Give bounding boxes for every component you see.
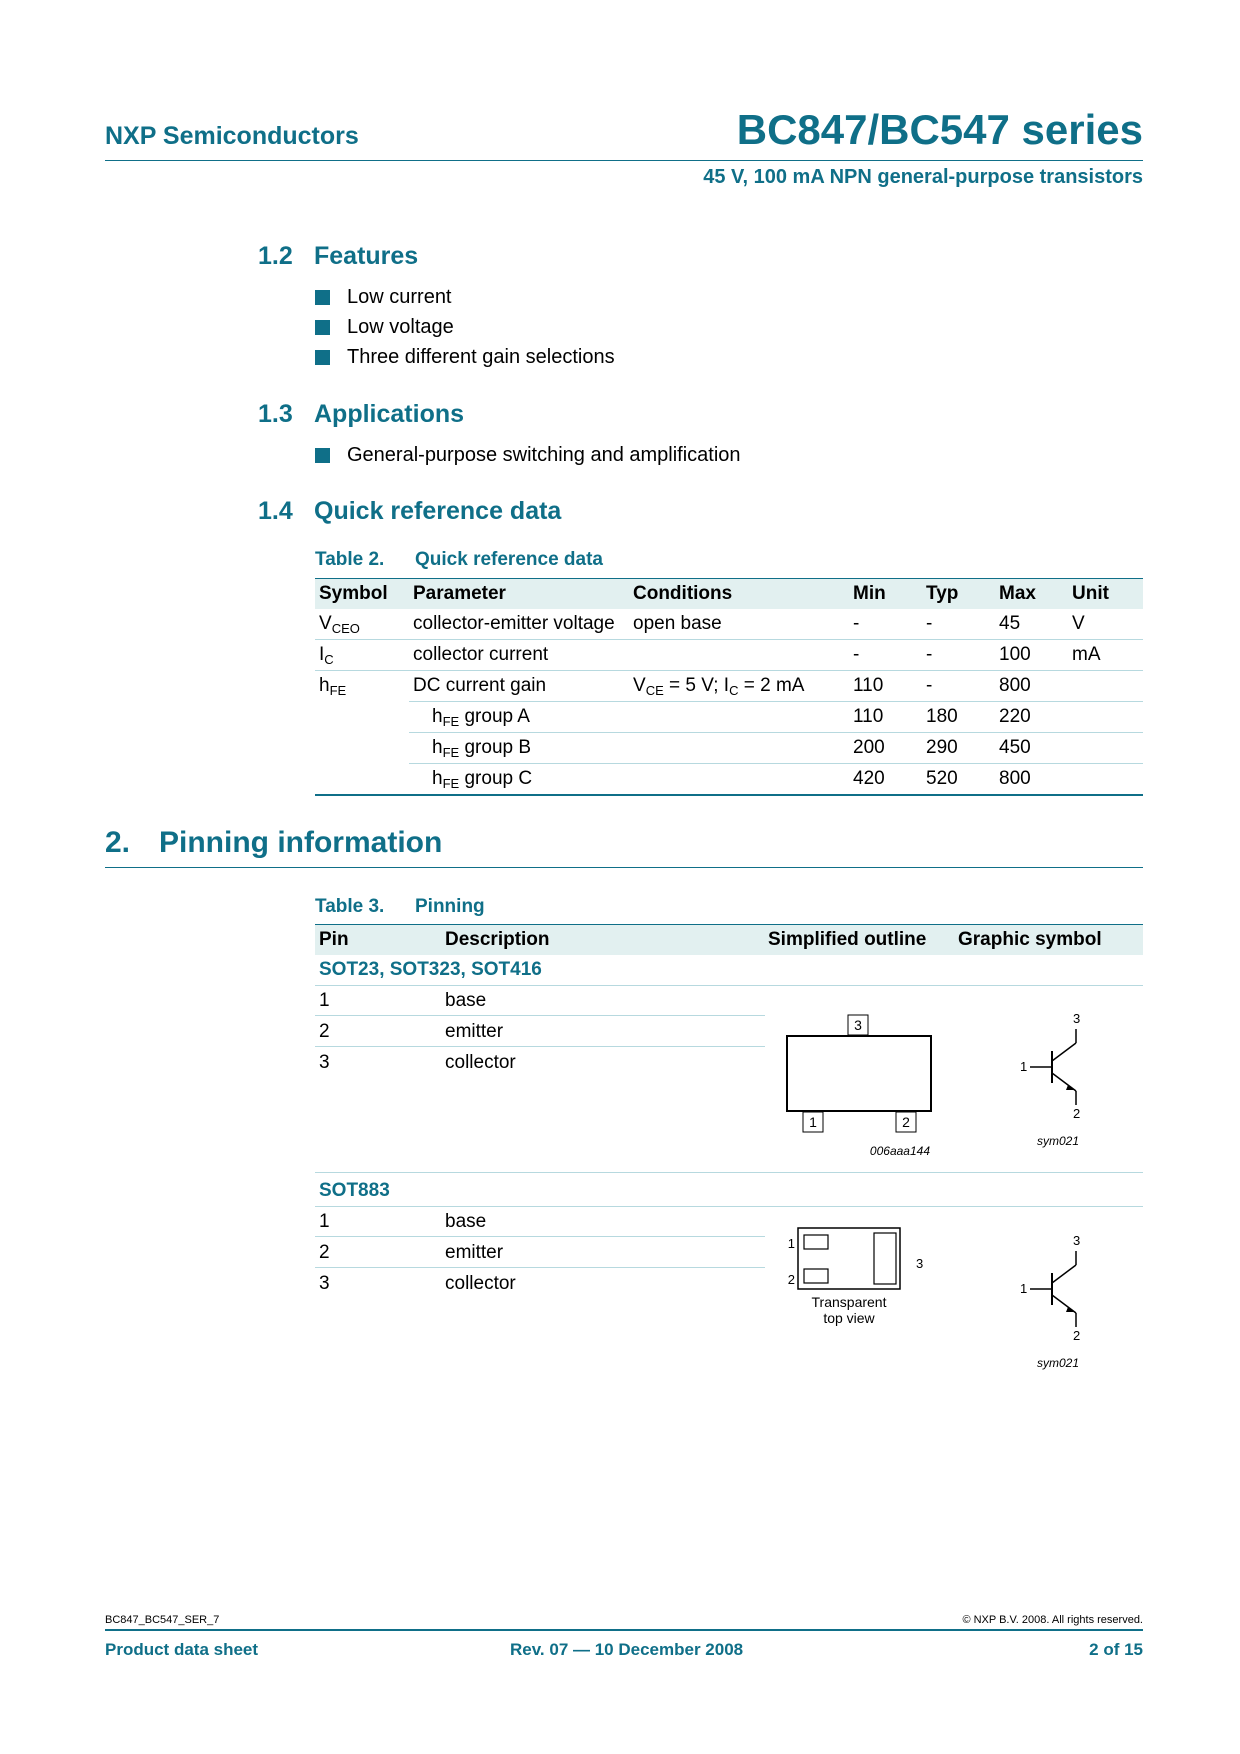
min-cell: - (849, 609, 922, 640)
sot883-outline-diagram (780, 1225, 950, 1335)
npn-transistor-symbol (1010, 1005, 1110, 1155)
symbol-cell: $V_{CEO}$ (315, 609, 409, 640)
table-header-row (315, 579, 1143, 610)
column-header: Max (995, 579, 1068, 610)
max-cell: 800 (995, 764, 1068, 796)
unit-cell: mA (1068, 640, 1143, 671)
conditions-cell (629, 640, 849, 671)
column-header: Conditions (629, 579, 849, 610)
typ-cell: 290 (922, 733, 995, 764)
outline-note: Transparent (811, 1294, 887, 1310)
parameter-cell: $h_{FE}$ group B (409, 733, 629, 764)
pin-label: 1 (1020, 1281, 1028, 1296)
table-row: 1 base (315, 986, 765, 1016)
pinning-title: Pinning information (159, 826, 443, 859)
symbol-cell: $h_{FE}$ (319, 674, 347, 698)
min-cell: 110 (849, 671, 922, 702)
package-group-header: SOT883 (315, 1176, 1143, 1207)
conditions-cell: $V_{CE} = 5$ V; $I_C = 2$ mA (629, 671, 849, 702)
symbol-code: sym021 (1036, 1134, 1080, 1148)
table2-caption: Table 2. Quick reference data (315, 549, 603, 570)
max-cell: 100 (995, 640, 1068, 671)
typ-cell: - (922, 609, 995, 640)
quick-ref-number: 1.4 (258, 497, 293, 525)
pin-label: 3 (854, 1017, 862, 1033)
min-cell: - (849, 640, 922, 671)
applications-number: 1.3 (258, 400, 293, 428)
sot23-outline-diagram (780, 1005, 950, 1165)
column-header: Symbol (315, 579, 409, 610)
typ-cell: 180 (922, 702, 995, 733)
table-row: 3 collector (319, 1052, 516, 1073)
column-header: Graphic symbol (958, 929, 1102, 950)
pin-label: 1 (787, 1236, 795, 1251)
parameter-cell: collector-emitter voltage (409, 609, 629, 640)
pin-label: 3 (1073, 1011, 1081, 1026)
conditions-cell: open base (629, 609, 849, 640)
pinning-table-header (315, 924, 1143, 955)
parameter-cell: collector current (409, 640, 629, 671)
bullet-square-icon (315, 448, 330, 463)
column-header: Unit (1068, 579, 1143, 610)
parameter-cell: $h_{FE}$ group C (409, 764, 629, 796)
document-subtitle: 45 V, 100 mA NPN general-purpose transistors (703, 166, 1143, 188)
column-header: Description (445, 929, 550, 950)
table-row (315, 671, 1143, 702)
bullet-square-icon (315, 350, 330, 365)
table3-caption: Table 3. Pinning (315, 896, 485, 917)
typ-cell: 520 (922, 764, 995, 796)
max-cell: 220 (995, 702, 1068, 733)
unit-cell (1068, 671, 1143, 702)
max-cell: 45 (995, 609, 1068, 640)
footer-doc-id: BC847_BC547_SER_7 (105, 1614, 220, 1626)
pin-label: 1 (809, 1114, 817, 1130)
features-number: 1.2 (258, 242, 293, 270)
footer-page-number: 2 of 15 (1089, 1640, 1143, 1659)
column-header: Min (849, 579, 922, 610)
max-cell: 800 (995, 671, 1068, 702)
table-row (315, 640, 1143, 671)
table-row (315, 609, 1143, 640)
min-cell: 110 (849, 702, 922, 733)
max-cell: 450 (995, 733, 1068, 764)
column-header: Parameter (409, 579, 629, 610)
footer-copyright: © NXP B.V. 2008. All rights reserved. (962, 1614, 1143, 1626)
min-cell: 420 (849, 764, 922, 796)
table-row: 2 emitter (315, 1017, 765, 1047)
parameter-cell: $h_{FE}$ group A (409, 702, 629, 733)
column-header: Simplified outline (768, 929, 927, 950)
table-row: 1 base (315, 1207, 765, 1237)
symbol-code: sym021 (1036, 1356, 1080, 1370)
footer-divider (105, 1629, 1143, 1631)
features-title: Features (314, 242, 419, 270)
quick-ref-title: Quick reference data (314, 497, 562, 525)
pin-label: 3 (916, 1256, 924, 1271)
table-row (315, 702, 1143, 733)
table-row (315, 764, 1143, 796)
features-heading (258, 242, 418, 271)
pin-label: 2 (787, 1272, 795, 1287)
bullet-square-icon (315, 320, 330, 335)
table-row: 2 emitter (315, 1238, 765, 1268)
applications-heading (258, 400, 464, 429)
quick-reference-table (315, 578, 1143, 796)
footer-doc-type: Product data sheet (105, 1640, 259, 1659)
column-header: Typ (922, 579, 995, 610)
pin-label: 2 (902, 1114, 910, 1130)
pin-label: 2 (1073, 1106, 1081, 1121)
bullet-square-icon (315, 290, 330, 305)
header-divider (105, 160, 1143, 161)
group-divider (315, 1172, 1143, 1173)
pin-label: 3 (1073, 1233, 1081, 1248)
npn-transistor-symbol (1010, 1227, 1110, 1377)
section-divider (105, 867, 1143, 868)
applications-title: Applications (314, 400, 465, 428)
typ-cell: - (922, 671, 995, 702)
outline-code: 006aaa144 (869, 1144, 930, 1158)
table-row (315, 733, 1143, 764)
pin-label: 2 (1073, 1328, 1081, 1343)
company-name: NXP Semiconductors (105, 122, 359, 150)
package-group-header: SOT23, SOT323, SOT416 (315, 955, 1143, 986)
footer-revision: Rev. 07 — 10 December 2008 (510, 1640, 744, 1659)
column-header: Pin (319, 929, 349, 950)
min-cell: 200 (849, 733, 922, 764)
pin-label: 1 (1020, 1059, 1028, 1074)
outline-note: top view (823, 1310, 875, 1326)
quick-ref-heading (258, 497, 561, 526)
parameter-cell: DC current gain (409, 671, 629, 702)
table-row: 3 collector (319, 1273, 516, 1294)
pinning-heading (105, 826, 442, 860)
typ-cell: - (922, 640, 995, 671)
document-title: BC847/BC547 series (736, 106, 1143, 153)
pinning-number: 2. (105, 826, 131, 859)
symbol-cell: $I_C$ (315, 640, 409, 671)
unit-cell: V (1068, 609, 1143, 640)
